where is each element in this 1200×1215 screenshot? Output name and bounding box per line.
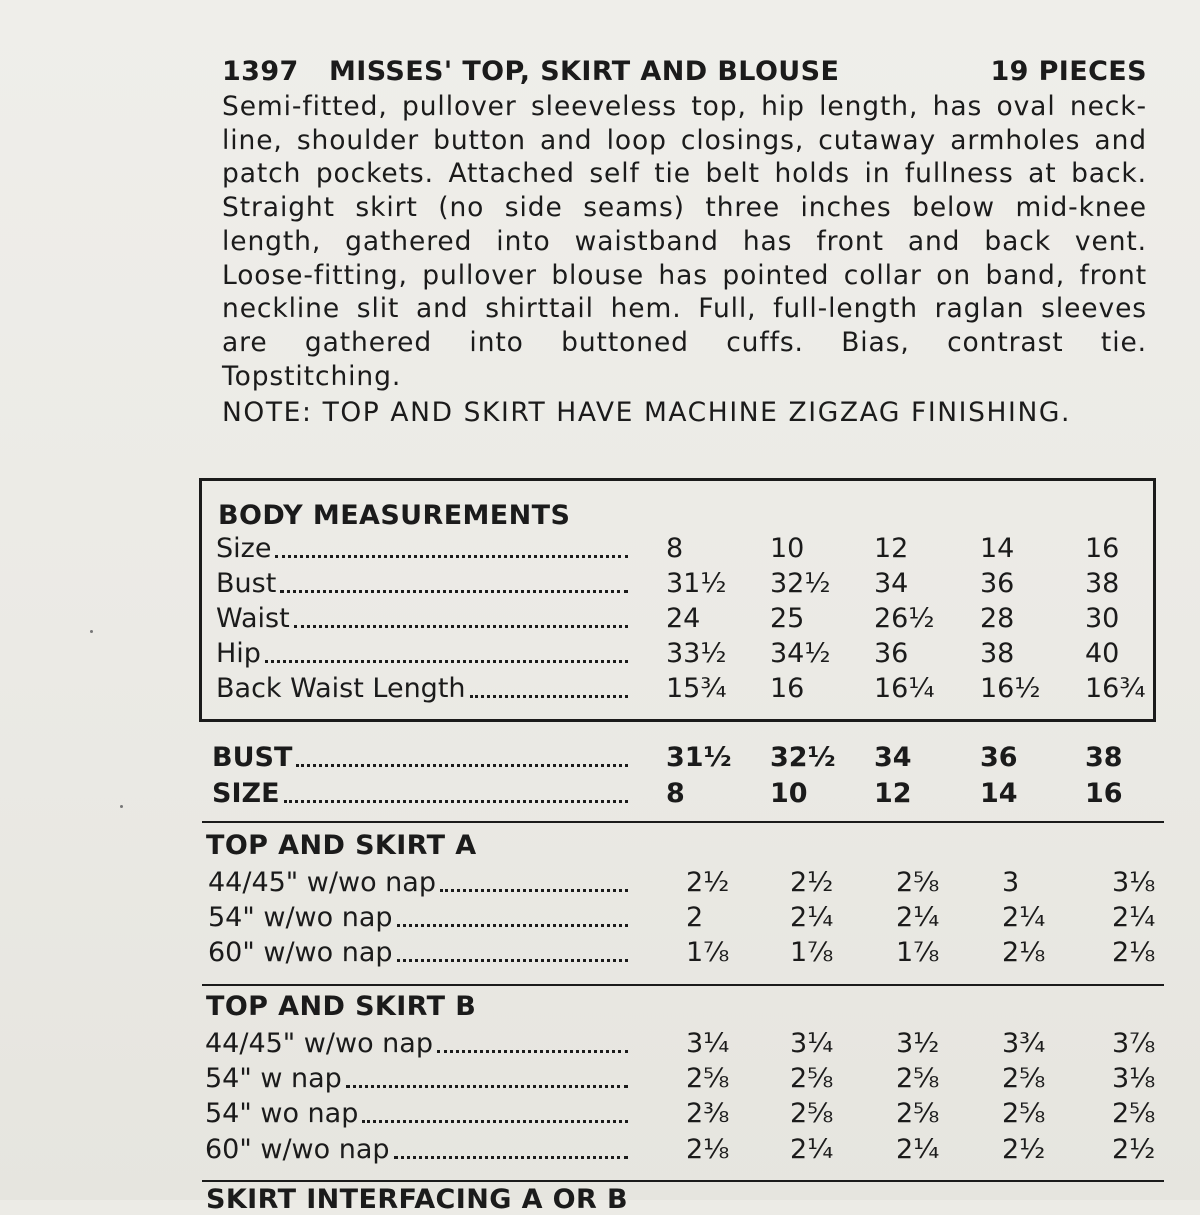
table-cell: 16½ (980, 673, 1041, 704)
table-cell: 3⅞ (1112, 1028, 1156, 1059)
table-cell: 2½ (686, 867, 730, 898)
table-cell: 2⅝ (896, 1098, 940, 1129)
table-cell: 1⅞ (790, 937, 834, 968)
section-divider (202, 1180, 1164, 1182)
paper-speck (120, 805, 123, 808)
row-label-text: BUST (212, 742, 293, 773)
row-label (212, 742, 630, 773)
row-label (216, 533, 630, 564)
pattern-note: NOTE: TOP AND SKIRT HAVE MACHINE ZIGZAG FINISHING. (222, 397, 1072, 428)
row-label-text: Waist (216, 603, 290, 634)
row-label (208, 902, 630, 933)
row-label (205, 1063, 630, 1094)
section-divider (202, 984, 1164, 986)
table-cell: 2¼ (1002, 902, 1046, 933)
table-cell: 36 (980, 568, 1015, 599)
table-cell: 2⅝ (686, 1063, 730, 1094)
dot-leader (362, 1120, 628, 1123)
row-label (205, 1098, 630, 1129)
row-label-text: Bust (216, 568, 277, 599)
table-cell: 16¾ (1085, 673, 1146, 704)
table-cell: 2½ (1112, 1134, 1156, 1165)
pattern-number: 1397 (222, 56, 299, 87)
dot-leader (284, 800, 628, 803)
table-cell: 36 (874, 638, 909, 669)
table-cell: 16¼ (874, 673, 935, 704)
table-cell: 40 (1085, 638, 1120, 669)
row-label (216, 638, 630, 669)
table-cell: 15¾ (666, 673, 727, 704)
row-label (205, 1028, 630, 1059)
table-cell: 16 (1085, 533, 1120, 564)
row-label-text: 44/45" w/wo nap (205, 1028, 433, 1059)
table-cell: 3¼ (790, 1028, 834, 1059)
dot-leader (397, 959, 628, 962)
table-cell: 2⅝ (896, 1063, 940, 1094)
pattern-description: Semi-fitted, pullover sleeveless top, hip length, has oval neck-line, shoulder button and loop closings, cutaway armholes and patch pockets. Attached self tie belt holds in fullness at back. Straight skirt (no side seams) three inches below mid-knee length, gathered into waistband has front and back vent. Loose-fitting, pullover blouse has pointed collar on band, front neckline slit and shirttail hem. Full, full-length raglan sleeves are gathered into buttoned cuffs. Bias, contrast tie. Topstitching. (222, 91, 1147, 392)
row-label-text: Size (216, 533, 272, 564)
table-cell: 24 (666, 603, 701, 634)
table-cell: 2⅝ (790, 1098, 834, 1129)
section-title-top-skirt-a: TOP AND SKIRT A (206, 830, 477, 861)
row-label (212, 778, 630, 809)
row-label-text: 54" w nap (205, 1063, 342, 1094)
table-cell: 2½ (1002, 1134, 1046, 1165)
pattern-pieces: 19 PIECES (990, 56, 1147, 87)
row-label-text: 54" wo nap (205, 1098, 359, 1129)
dot-leader (275, 555, 628, 558)
table-cell: 2⅝ (1112, 1098, 1156, 1129)
table-cell: 16 (770, 673, 805, 704)
table-cell: 2⅝ (1002, 1098, 1046, 1129)
row-label (205, 1134, 630, 1165)
table-cell: 33½ (666, 638, 727, 669)
table-cell: 38 (1085, 568, 1120, 599)
row-label-text: 44/45" w/wo nap (208, 867, 436, 898)
table-cell: 32½ (770, 742, 836, 773)
table-cell: 2¼ (790, 1134, 834, 1165)
dot-leader (346, 1085, 628, 1088)
table-cell: 26½ (874, 603, 935, 634)
table-cell: 3 (1002, 867, 1020, 898)
table-cell: 12 (874, 533, 909, 564)
table-cell: 32½ (770, 568, 831, 599)
dot-leader (265, 660, 628, 663)
dot-leader (437, 1050, 628, 1053)
table-cell: 1⅞ (686, 937, 730, 968)
table-cell: 3¼ (686, 1028, 730, 1059)
dot-leader (294, 625, 628, 628)
table-cell: 3¾ (1002, 1028, 1046, 1059)
table-cell: 8 (666, 778, 685, 809)
row-label (208, 937, 630, 968)
dot-leader (394, 1156, 628, 1159)
table-cell: 12 (874, 778, 912, 809)
table-cell: 2⅛ (1112, 937, 1156, 968)
table-cell: 2⅜ (686, 1098, 730, 1129)
table-cell: 25 (770, 603, 805, 634)
table-cell: 30 (1085, 603, 1120, 634)
table-cell: 2 (686, 902, 704, 933)
table-cell: 31½ (666, 568, 727, 599)
table-cell: 2⅝ (1002, 1063, 1046, 1094)
table-cell: 34 (874, 568, 909, 599)
table-cell: 36 (980, 742, 1018, 773)
row-label-text: 60" w/wo nap (205, 1134, 390, 1165)
dot-leader (470, 695, 628, 698)
table-cell: 34½ (770, 638, 831, 669)
table-cell: 14 (980, 778, 1018, 809)
table-cell: 2½ (790, 867, 834, 898)
row-label (216, 568, 630, 599)
table-cell: 3⅛ (1112, 867, 1156, 898)
table-cell: 2¼ (896, 1134, 940, 1165)
table-cell: 2⅛ (686, 1134, 730, 1165)
row-label-text: Hip (216, 638, 261, 669)
table-cell: 3½ (896, 1028, 940, 1059)
table-cell: 28 (980, 603, 1015, 634)
table-cell: 3⅛ (1112, 1063, 1156, 1094)
pattern-title: MISSES' TOP, SKIRT AND BLOUSE (329, 56, 840, 87)
dot-leader (440, 889, 628, 892)
dot-leader (397, 924, 628, 927)
paper-speck (90, 630, 93, 633)
table-cell: 38 (980, 638, 1015, 669)
row-label-text: 54" w/wo nap (208, 902, 393, 933)
table-cell: 2⅛ (1002, 937, 1046, 968)
table-cell: 2¼ (1112, 902, 1156, 933)
body-measurements-title: BODY MEASUREMENTS (218, 500, 571, 531)
table-cell: 34 (874, 742, 912, 773)
row-label-text: SIZE (212, 778, 280, 809)
section-title-top-skirt-b: TOP AND SKIRT B (206, 991, 477, 1022)
table-cell: 1⅞ (896, 937, 940, 968)
table-cell: 31½ (666, 742, 732, 773)
row-label (216, 603, 630, 634)
row-label-text: 60" w/wo nap (208, 937, 393, 968)
table-cell: 2¼ (790, 902, 834, 933)
table-cell: 14 (980, 533, 1015, 564)
table-cell: 10 (770, 533, 805, 564)
row-label-text: Back Waist Length (216, 673, 466, 704)
section-divider (202, 821, 1164, 823)
table-cell: 2⅝ (896, 867, 940, 898)
row-label (208, 867, 630, 898)
table-cell: 38 (1085, 742, 1123, 773)
table-cell: 16 (1085, 778, 1123, 809)
row-label (216, 673, 630, 704)
table-cell: 2¼ (896, 902, 940, 933)
table-cell: 8 (666, 533, 684, 564)
table-cell: 10 (770, 778, 808, 809)
dot-leader (296, 764, 628, 767)
dot-leader (280, 590, 628, 593)
cut-off-heading: SKIRT INTERFACING A OR B (206, 1184, 628, 1215)
table-cell: 2⅝ (790, 1063, 834, 1094)
